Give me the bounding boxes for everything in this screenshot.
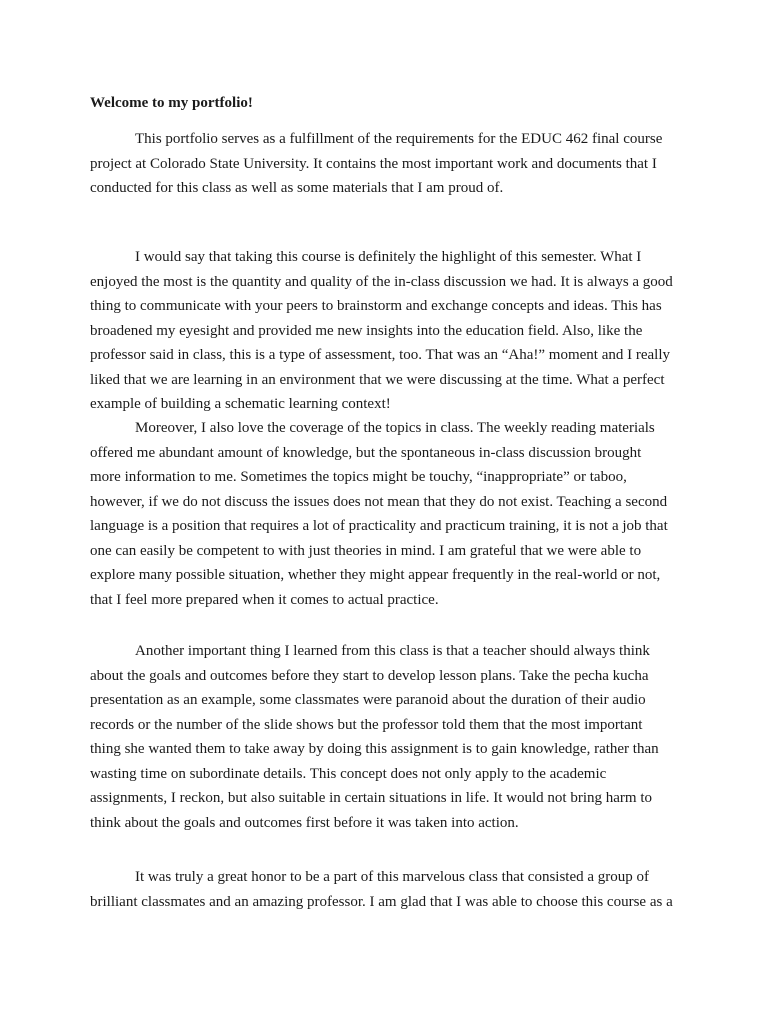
paragraph-line: records or the number of the slide shows but the professor told them that the most important xyxy=(90,716,643,733)
paragraph-line: assignments, I reckon, but also suitable in certain situations in life. It would not bring harm to xyxy=(90,790,652,806)
paragraph-line: however, if we do not discuss the issues does not mean that they do not exist. Teaching a second xyxy=(90,493,668,510)
paragraph-line: more information to me. Sometimes the topics might be touchy, “inappropriate” or taboo, xyxy=(90,469,627,485)
paragraph-topics xyxy=(90,416,680,612)
paragraph-line: wasting time on subordinate details. This concept does not only apply to the academic xyxy=(90,765,607,782)
paragraph-intro xyxy=(90,127,680,201)
paragraph-line: It was truly a great honor to be a part of this marvelous class that consisted a group of xyxy=(135,869,650,885)
paragraph-line: conducted for this class as well as some materials that I am proud of. xyxy=(90,180,504,196)
paragraph-line: thing she wanted them to take away by doing this assignment is to gain knowledge, rather than xyxy=(90,741,659,757)
paragraph-line: that I feel more prepared when it comes to actual practice. xyxy=(90,591,439,608)
paragraph-line: I would say that taking this course is definitely the highlight of this semester. What I xyxy=(135,249,642,265)
paragraph-line: This portfolio serves as a fulfillment of the requirements for the EDUC 462 final course xyxy=(135,131,663,147)
paragraph-line: offered me abundant amount of knowledge, but the spontaneous in-class discussion brought xyxy=(90,444,642,461)
paragraph-closing xyxy=(90,865,680,914)
paragraph-line: brilliant classmates and an amazing professor. I am glad that I was able to choose this course as a xyxy=(90,893,673,910)
paragraph-line: professor said in class, this is a type of assessment, too. That was an “Aha!” moment and I really xyxy=(90,347,670,363)
paragraph-line: liked that we are learning in an environment that we were discussing at the time. What a perfect xyxy=(90,371,665,388)
paragraph-line: one can easily be competent to with just theories in mind. I am grateful that we were able to xyxy=(90,542,642,559)
paragraph-line: Moreover, I also love the coverage of the topics in class. The weekly reading materials xyxy=(135,420,655,436)
paragraph-line: project at Colorado State University. It contains the most important work and documents that I xyxy=(90,155,657,172)
paragraph-line: thing to communicate with your peers to brainstorm and exchange concepts and ideas. This has xyxy=(90,298,662,314)
paragraph-line: presentation as an example, some classmates were paranoid about the duration of their audio xyxy=(90,692,646,708)
document-title: Welcome to my portfolio! xyxy=(90,95,253,111)
paragraph-line: Another important thing I learned from this class is that a teacher should always think xyxy=(135,643,650,659)
paragraph-line: explore many possible situation, whether they might appear frequently in the real-world or not, xyxy=(90,567,661,583)
paragraph-line: about the goals and outcomes before they start to develop lesson plans. Take the pecha kucha xyxy=(90,667,649,684)
paragraph-line: enjoyed the most is the quantity and quality of the in-class discussion we had. It is always a good xyxy=(90,273,673,290)
paragraph-line: language is a position that requires a lot of practicality and practicum training, it is not a job that xyxy=(90,518,668,534)
paragraph-highlight xyxy=(90,245,680,417)
paragraph-goals xyxy=(90,639,680,835)
paragraph-line: think about the goals and outcomes first before it was taken into action. xyxy=(90,814,519,831)
paragraph-line: example of building a schematic learning context! xyxy=(90,396,391,412)
paragraph-line: broadened my eyesight and provided me new insights into the education field. Also, like the xyxy=(90,322,643,339)
